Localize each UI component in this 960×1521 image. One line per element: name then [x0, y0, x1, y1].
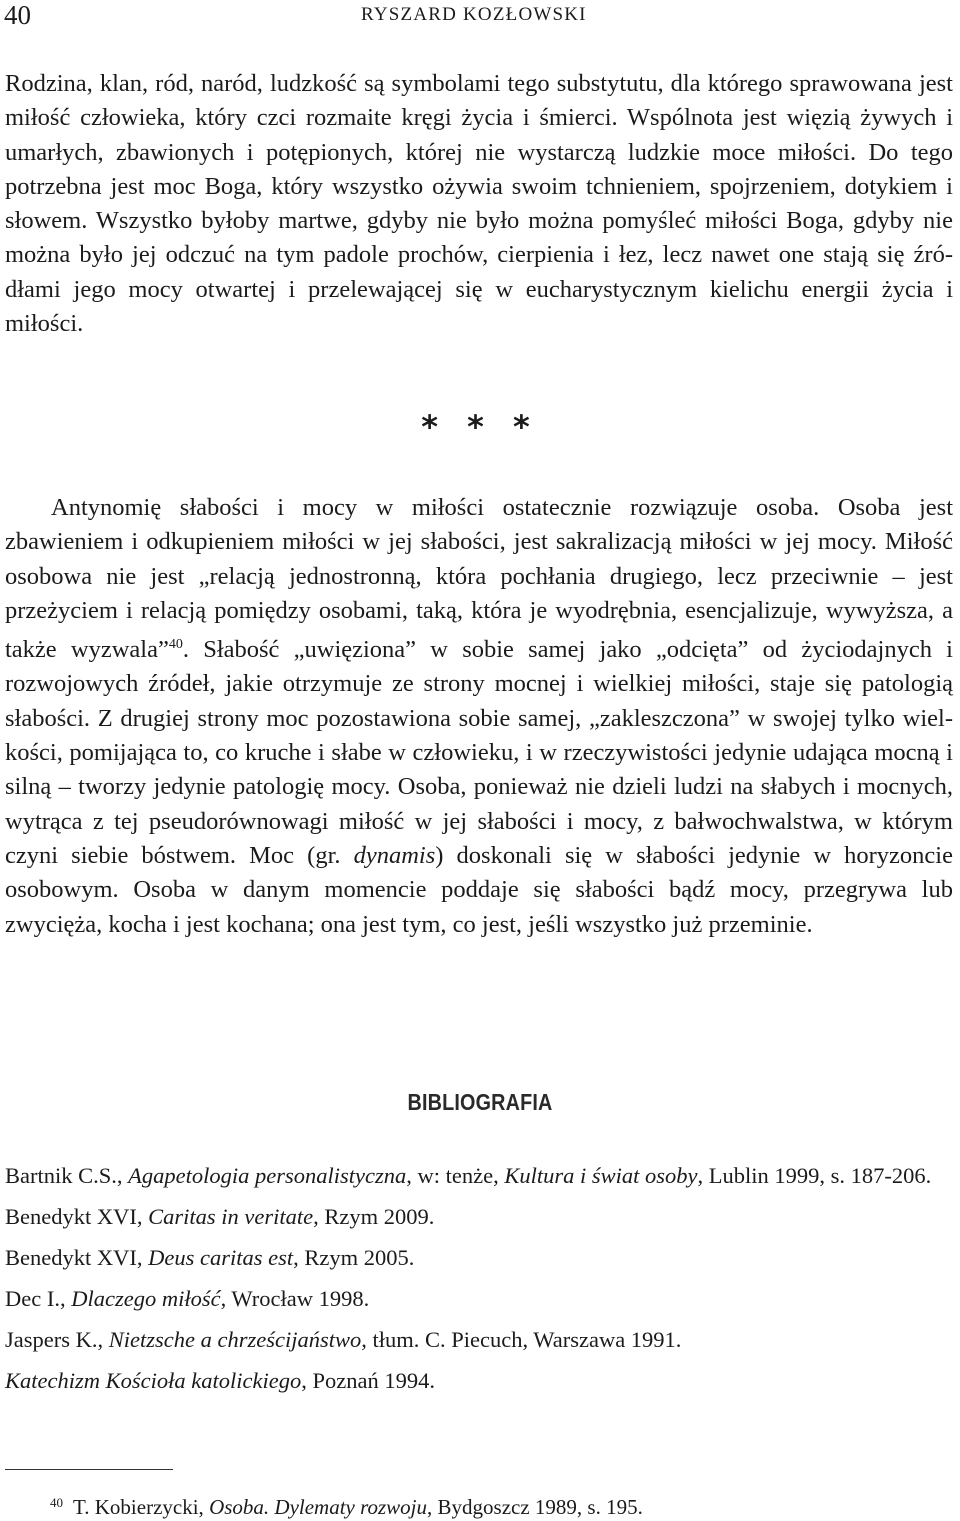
- page-number: 40: [4, 0, 31, 30]
- body-paragraph-1: Rodzina, klan, ród, naród, ludzkość są symbolami tego substytutu, dla którego sprawowana jest miłość człowieka, który czci rozmaite kręgi życia i śmierci. Wspólnota jest więzią żywych i umarłych, zbawionych i potępionych, której nie wystarczą ludzkie moce miłości. Do tego potrzebna jest moc Boga, który wszystko ożywia swoim tchnieniem, spojrzeniem, dotykiem i słowem. Wszystko byłoby martwe, gdyby nie było można pomyśleć miłości Boga, gdyby nie można było jej odczuć na tym padole prochów, cierpienia i łez, lecz nawet one stają się źródłami jego mocy otwartej i przelewającej się w eucharystycznym kielichu energii życia i miłości.: [5, 70, 953, 338]
- bib-author: Jaspers K.,: [5, 1327, 109, 1352]
- bibliography-entry: [5, 1365, 953, 1397]
- bibliography-entry: [5, 1242, 953, 1274]
- footnote-number: 40: [50, 1495, 63, 1510]
- bib-details: , tłum. C. Piecuch, Warszawa 1991.: [361, 1327, 682, 1352]
- paragraph-2-part-b: . Słabość „uwięziona” w sobie samej jako „odcięta” od życiodajnych i rozwojowych źródeł, jakie otrzymuje ze strony mocnej i wielkiej miłości, staje się patologią słabości. Z drugiej strony moc pozostawiona sobie samej, „zakleszczona” w swojej tylko wielkości, pomijająca to, co kruche i słabe w człowieku, i w rzeczywistości jedynie udająca mocną i silną – tworzy jedynie patologię mocy. Osoba, ponieważ nie dzieli ludzi na słabych i mocnych, wytrąca z tej pseudorównowagi miłość w jej słabości i mocy, z bałwochwalstwa, w którym czyni siebie bóstwem. Moc (gr.: [5, 636, 953, 869]
- bib-details: , Poznań 1994.: [301, 1368, 435, 1393]
- bib-details: , Rzym 2005.: [293, 1245, 415, 1270]
- bib-author: Dec I.,: [5, 1286, 72, 1311]
- paragraph-2-part-a: Antynomię słabości i mocy w miłości ostatecznie rozwiązuje osoba. Osoba jest zbawieniem i odkupieniem miłości w jej słabości, jest sakralizacją miłości w jej mocy. Miłość osobowa nie jest „relacją jednostronną, która pochłania drugiego, lecz przeciwnie – jest przeżyciem i relacją pomiędzy osobami, taką, która je wyodrębnia, esencjalizuje, wywyższa, a także wyzwala”: [5, 494, 953, 664]
- bib-author: Bartnik C.S.,: [5, 1163, 129, 1188]
- bib-details: , Lublin 1999, s. 187-206.: [697, 1163, 932, 1188]
- bib-title: Agapetologia personalistyczna: [128, 1163, 407, 1188]
- page-header: [0, 0, 960, 32]
- bib-title-2: Kultura i świat osoby: [504, 1163, 698, 1188]
- bib-title: Nietzsche a chrześcijaństwo: [108, 1327, 362, 1352]
- paragraph-2-italic-term: dynamis: [353, 841, 436, 869]
- footnote-title: Osoba. Dylematy rozwoju: [209, 1495, 428, 1519]
- bib-title: Katechizm Kościoła katolickiego: [5, 1368, 302, 1393]
- footnote-divider: [5, 1469, 173, 1470]
- bibliography-entry: [5, 1160, 953, 1192]
- bib-title: Caritas in veritate: [148, 1204, 314, 1229]
- running-head: RYSZARD KOZŁOWSKI: [361, 4, 587, 25]
- bib-author: Benedykt XVI,: [5, 1204, 149, 1229]
- bib-mid: , w: tenże,: [406, 1163, 505, 1188]
- body-paragraph-2: [5, 491, 953, 942]
- footnote: [50, 1490, 643, 1520]
- bibliography-entry: [5, 1201, 953, 1233]
- footnote-details: , Bydgoszcz 1989, s. 195.: [427, 1495, 643, 1519]
- footnote-reference[interactable]: 40: [168, 637, 183, 653]
- bibliography-heading: BIBLIOGRAFIA: [407, 1089, 553, 1115]
- bib-details: , Wrocław 1998.: [220, 1286, 370, 1311]
- section-separator: * * *: [421, 408, 539, 446]
- footnote-author: T. Kobierzycki,: [73, 1495, 210, 1519]
- bibliography-entry: [5, 1324, 953, 1356]
- bib-title: Deus caritas est: [148, 1245, 294, 1270]
- bib-author: Benedykt XVI,: [5, 1245, 149, 1270]
- bibliography-entry: [5, 1283, 953, 1315]
- bib-details: , Rzym 2009.: [313, 1204, 435, 1229]
- paragraph-2-part-c: ) doskonali się w słabości jedynie w horyzoncie osobowym. Osoba w danym momencie poddaje się słabości bądź mocy, przegrywa lub zwycięża, kocha i jest kochana; ona jest tym, co jest, jeśli wszystko już przeminie.: [5, 841, 953, 938]
- bibliography-list: [5, 1160, 953, 1406]
- bib-title: Dlaczego miłość: [71, 1286, 221, 1311]
